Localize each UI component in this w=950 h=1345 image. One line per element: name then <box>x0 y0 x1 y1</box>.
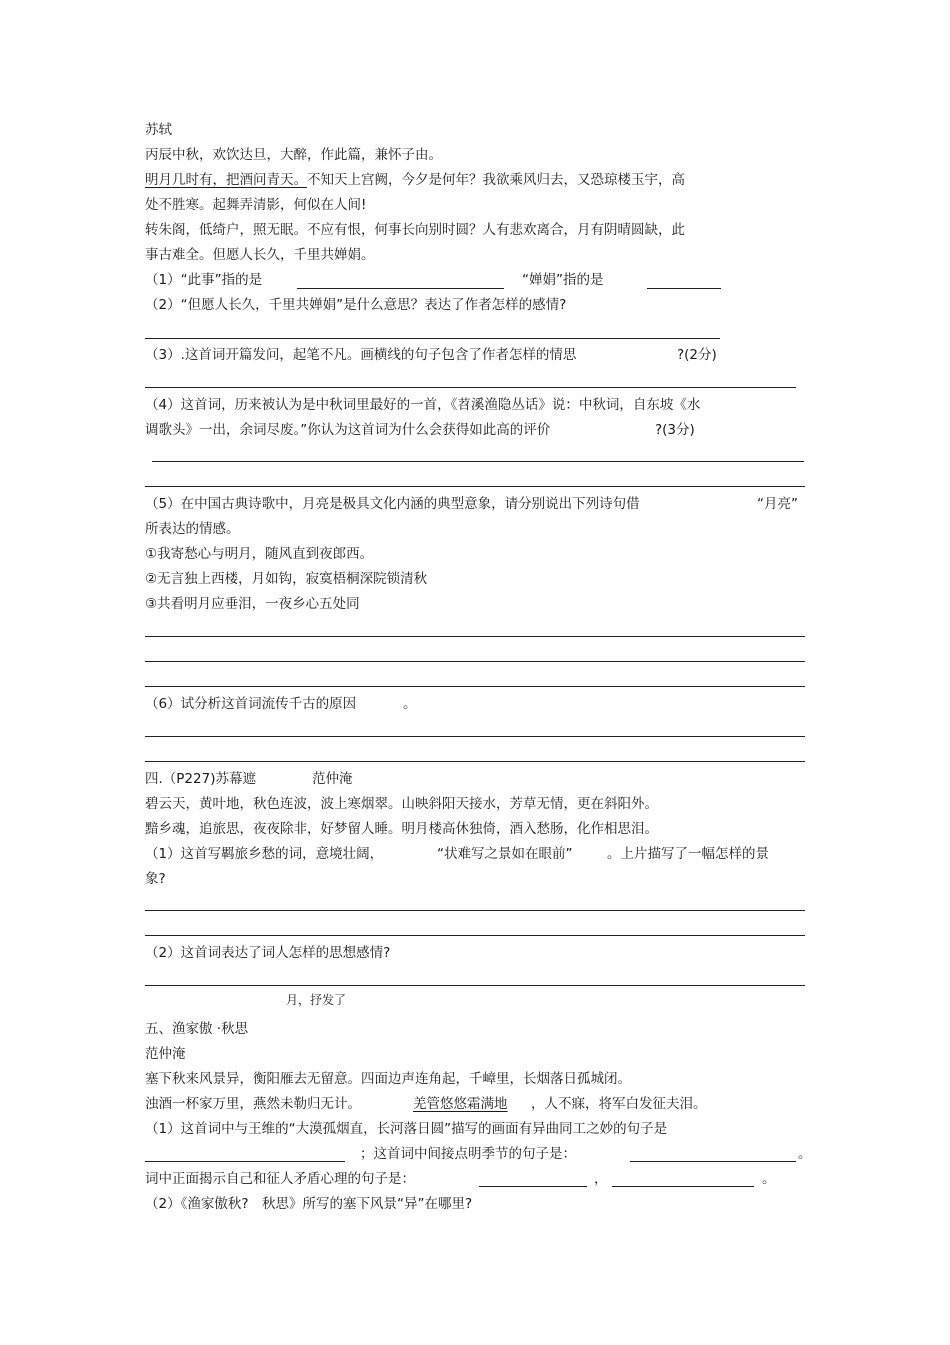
poem-line-4: 事古难全。但愿人长久，千里共婵娟。 <box>145 247 375 263</box>
underlined-sentence: 明月几时有，把酒问青天。 <box>145 172 307 188</box>
answer-line[interactable] <box>145 686 805 687</box>
answer-line[interactable] <box>145 736 805 737</box>
section-4-line-2: 黯乡魂，追旅思，夜夜除非，好梦留人睡。明月楼高休独倚，酒入愁肠，化作相思泪。 <box>145 821 658 837</box>
answer-line[interactable] <box>145 486 805 487</box>
section-5-question-1-line-2: ；这首词中间接点明季节的句子是： <box>360 1146 576 1162</box>
answer-blank[interactable] <box>612 1186 754 1187</box>
question-4-line-2: 调歌头》一出，余词尽废。”你认为这首词为什么会获得如此高的评价 <box>145 422 551 438</box>
section-5-author: 范仲淹 <box>145 1046 186 1062</box>
section-4-line-1: 碧云天，黄叶地，秋色连波，波上寒烟翠。山映斜阳天接水，芳草无情，更在斜阳外。 <box>145 796 658 812</box>
answer-blank[interactable] <box>630 1161 796 1162</box>
poem-line-3: 转朱阁，低绮户，照无眠。不应有恨，何事长向别时圆？人有悲欢离合，月有阴晴圆缺，此 <box>145 222 685 238</box>
question-5-item-3: ③共看明月应垂泪，一夜乡心五处同 <box>145 596 360 612</box>
section-4-quote: “状难写之景如在眼前” <box>437 846 573 862</box>
answer-line[interactable] <box>145 910 805 911</box>
section-4-question-1-end: 。上片描写了一幅怎样的景 <box>607 846 769 862</box>
question-1-label: （1）“此事”指的是 <box>145 272 263 288</box>
question-5-line-1: （5）在中国古典诗歌中，月亮是极具文化内涵的典型意象，请分别说出下列诗句借 <box>145 496 640 512</box>
section-5-period: 。 <box>762 1171 776 1187</box>
poem-preface: 丙辰中秋，欢饮达旦，大醉，作此篇，兼怀子由。 <box>145 147 442 163</box>
underlined-phrase: 羌管悠悠霜满地 <box>413 1096 508 1112</box>
question-5-item-2: ②无言独上西楼，月如钩，寂寞梧桐深院锁清秋 <box>145 571 428 587</box>
question-4-score: ?(3分) <box>655 422 695 438</box>
answer-line[interactable] <box>152 461 804 462</box>
section-5-line-2: 浊酒一杯家万里，燕然未勒归无计。 <box>145 1096 361 1112</box>
section-4-question-1: （1）这首写羁旅乡愁的词，意境壮阔， <box>145 846 384 862</box>
section-4-heading: 四.（P227)苏幕遮 <box>145 771 256 787</box>
question-4-line-1: （4）这首词，历来被认为是中秋词里最好的一首，《苕溪渔隐丛话》说：中秋词，自东坡《水 <box>145 397 701 413</box>
section-4-question-2: （2）这首词表达了词人怎样的思想感情? <box>145 945 391 961</box>
answer-line[interactable] <box>145 761 805 762</box>
section-5-line-2-period: 。 <box>798 1146 812 1162</box>
question-5-moon: “月亮” <box>757 496 798 512</box>
question-6-end: 。 <box>403 696 417 712</box>
question-3: （3）.这首词开篇发问，起笔不凡。画横线的句子包含了作者怎样的情思 <box>145 347 577 363</box>
section-4-question-1-line-2: 象? <box>145 871 166 887</box>
section-5-line-2-end: ，人不寐，将军白发征夫泪。 <box>531 1096 707 1112</box>
answer-line[interactable] <box>145 661 805 662</box>
answer-blank[interactable] <box>145 1161 345 1162</box>
section-5-question-1: （1）这首词中与王维的“大漠孤烟直，长河落日圆”描写的画面有异曲同工之妙的句子是 <box>145 1121 668 1137</box>
answer-line[interactable] <box>145 985 805 986</box>
question-6: （6）试分析这首词流传千古的原因 <box>145 696 357 712</box>
poem-line-1-rest: 不知天上宫阙，今夕是何年？我欲乘风归去，又恐琼楼玉宇，高 <box>307 172 685 188</box>
question-1-label-b: “婵娟”指的是 <box>522 272 604 288</box>
section-5-question-2: （2）《渔家傲秋? 秋思》所写的塞下风景“异”在哪里? <box>145 1196 473 1212</box>
answer-blank[interactable] <box>647 288 721 289</box>
poem-line-1 <box>145 171 685 189</box>
answer-line[interactable] <box>145 935 805 936</box>
answer-blank[interactable] <box>479 1186 587 1187</box>
answer-blank[interactable] <box>297 288 504 289</box>
answer-line[interactable] <box>145 338 720 339</box>
poem-line-2: 处不胜寒。起舞弄清影，何似在人间! <box>145 197 367 213</box>
question-2: （2）“但愿人长久，千里共婵娟”是什么意思？表达了作者怎样的感情? <box>145 297 567 313</box>
section-5-comma: ， <box>594 1171 608 1187</box>
question-3-score: ?(2分) <box>677 347 717 363</box>
answer-line[interactable] <box>145 387 796 388</box>
stray-text: 月，抒发了 <box>286 993 347 1007</box>
section-5-heading: 五、渔家傲 ·秋思 <box>145 1021 249 1037</box>
poem-author: 苏轼 <box>145 122 172 138</box>
section-4-author: 范仲淹 <box>312 771 353 787</box>
answer-line[interactable] <box>145 636 805 637</box>
question-5-item-1: ①我寄愁心与明月，随风直到夜郎西。 <box>145 546 374 562</box>
section-5-question-1-line-3: 词中正面揭示自己和征人矛盾心理的句子是： <box>145 1171 415 1187</box>
question-5-line-2: 所表达的情感。 <box>145 521 240 537</box>
section-5-line-1: 塞下秋来风景异，衡阳雁去无留意。四面边声连角起，千嶂里，长烟落日孤城闭。 <box>145 1071 631 1087</box>
section-5-underlined <box>413 1095 508 1113</box>
